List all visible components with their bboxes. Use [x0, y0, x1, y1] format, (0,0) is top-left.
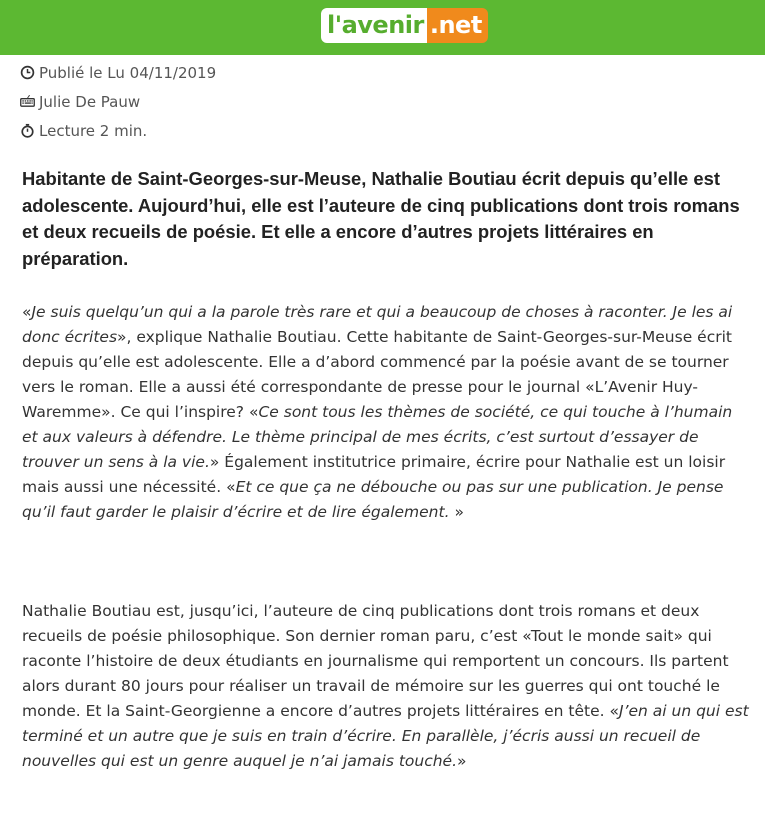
- logo-main-text: l'avenir: [321, 8, 427, 43]
- p1-quote-1: Je suis quelqu’un qui a la parole très rare et qui a beaucoup de choses à raconter. Je les ai donc écrites: [22, 303, 733, 346]
- site-logo[interactable]: [321, 8, 488, 43]
- logo-net-text: .net: [427, 8, 488, 43]
- p2-text-1: Nathalie Boutiau est, jusqu’ici, l’auteure de cinq publications dont trois romans et deux recueils de poésie philosophique. Son dernier roman paru, c’est «Tout le monde sait» qui raconte l’histoire de deux étudiants en journalisme qui remportent un concours. Ils partent alors durant 80 jours pour réaliser un travail de mémoire sur les guerres qui ont touché le monde. Et la Saint-Georgienne a encore d’autres projets littéraires en tête. «: [22, 602, 729, 720]
- meta-author: [20, 87, 216, 116]
- reading-time: Lecture 2 min.: [39, 121, 148, 140]
- p1-quote-3: Et ce que ça ne débouche ou pas sur une publication. Je pense qu’il faut garder le plaisir d’écrire et de lire également.: [22, 478, 724, 521]
- meta-reading-time: [20, 116, 216, 145]
- article-paragraph-2: [22, 599, 752, 774]
- p2-text-2: »: [457, 752, 467, 770]
- p2-quote-1: J’en ai un qui est terminé et un autre que je suis en train d’écrire. En parallèle, j’écris aussi un recueil de nouvelles qui est un genre auquel je n’ai jamais touché.: [22, 702, 749, 770]
- clock-icon: [20, 65, 35, 80]
- author-name[interactable]: Julie De Pauw: [39, 92, 141, 111]
- published-date: Publié le Lu 04/11/2019: [39, 63, 217, 82]
- p1-text-2: » Également institutrice primaire, écrire pour Nathalie est un loisir mais aussi une nécessité. «: [22, 453, 726, 496]
- p1-text-1: », explique Nathalie Boutiau. Cette habitante de Saint-Georges-sur-Meuse écrit depuis qu’elle est adolescente. Elle a d’abord commencé par la poésie avant de se tourner vers le roman. Elle a aussi été correspondante de presse pour le journal «L’Avenir Huy-Waremme». Ce qui l’inspire? «: [22, 328, 732, 421]
- keyboard-icon: [20, 94, 35, 109]
- p1-open: «: [22, 303, 32, 321]
- p1-text-3: »: [449, 503, 464, 521]
- stopwatch-icon: [20, 123, 35, 138]
- article-lead: Habitante de Saint-Georges-sur-Meuse, Nathalie Boutiau écrit depuis qu’elle est adolescente. Aujourd’hui, elle est l’auteure de cinq publications dont trois romans et deux recueils de poésie. Et elle a encore d’autres projets littéraires en préparation.: [22, 168, 740, 269]
- meta-published: [20, 58, 216, 87]
- p1-quote-2: Ce sont tous les thèmes de société, ce qui touche à l’humain et aux valeurs à défendre. Le thème principal de mes écrits, c’est surtout d’essayer de trouver un sens à la vie.: [22, 403, 733, 471]
- site-header: [0, 0, 765, 55]
- article-paragraph-1: [22, 300, 752, 525]
- article-meta: [20, 58, 216, 145]
